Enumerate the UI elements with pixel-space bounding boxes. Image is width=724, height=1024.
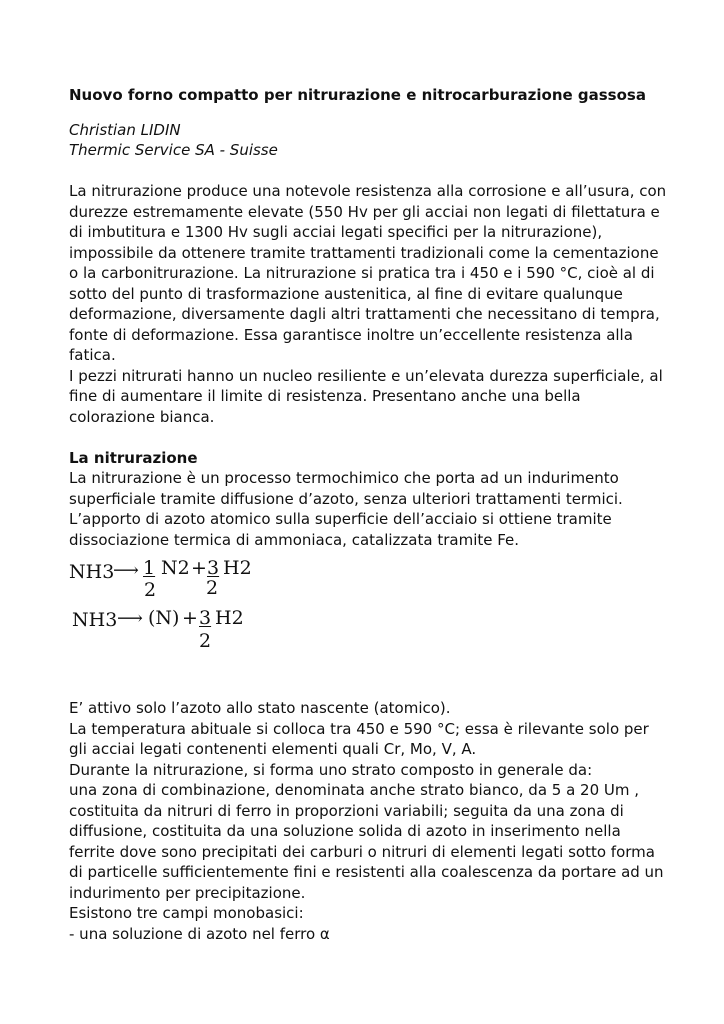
text-line: Esistono tre campi monobasici: xyxy=(69,904,304,922)
document-title: Nuovo forno compatto per nitrurazione e nitrocarburazione gassosa xyxy=(69,86,646,104)
text-line: fatica. xyxy=(69,346,116,364)
eq2-lhs: NH3 xyxy=(72,609,118,631)
spacer xyxy=(69,161,669,182)
section-heading: La nitrurazione xyxy=(69,448,198,467)
text-line: ferrite dove sono precipitati dei carburi o nitruri di elementi legati sotto forma xyxy=(69,842,655,861)
text-line: durezze estremamente elevate (550 Hv per gli acciai non legati di filettatura e xyxy=(69,202,660,221)
text-line: diffusione, costituita da una soluzione solida di azoto in inserimento nella xyxy=(69,822,621,840)
eq1-plus: + xyxy=(191,557,207,579)
text-line: o la carbonitrurazione. La nitrurazione si pratica tra i 450 e i 590 °C, cioè al di xyxy=(69,264,655,282)
author-block xyxy=(69,120,669,161)
eq1-coef1-denominator: 2 xyxy=(144,579,157,601)
text-line: impossibile da ottenere tramite trattamenti tradizionali come la cementazione xyxy=(69,243,659,262)
author-name: Christian LIDIN xyxy=(69,120,181,139)
text-line: E’ attivo solo l’azoto allo stato nascente (atomico). xyxy=(69,699,451,717)
intro-paragraph xyxy=(69,181,669,427)
eq2-coef2-numerator: 3 xyxy=(199,607,212,629)
eq1-coef2-numerator: 3 xyxy=(207,557,220,579)
text-line: La nitrurazione produce una notevole resistenza alla corrosione e all’usura, con xyxy=(69,182,667,200)
eq1-term2: H2 xyxy=(223,557,252,579)
chemical-equations xyxy=(69,557,669,684)
eq1-coef1-numerator: 1 xyxy=(143,557,156,579)
text-line: gli acciai legati contenenti elementi quali Cr, Mo, V, A. xyxy=(69,740,477,758)
eq2-term2: H2 xyxy=(215,607,244,629)
structure-paragraph xyxy=(69,698,669,944)
document-page xyxy=(69,85,669,944)
eq1-coef2-denominator: 2 xyxy=(206,577,219,599)
text-line: deformazione, diversamente dagli altri trattamenti che necessitano di tempra, xyxy=(69,305,660,323)
text-line: di particelle sufficientemente fini e resistenti alla coalescenza da portare ad un xyxy=(69,863,664,881)
eq2-plus: + xyxy=(182,607,198,629)
text-line: indurimento per precipitazione. xyxy=(69,883,306,902)
eq2-term1: (N) xyxy=(148,607,180,629)
text-line: sotto del punto di trasformazione austenitica, al fine di evitare qualunque xyxy=(69,284,623,303)
text-line: - una soluzione di azoto nel ferro α xyxy=(69,924,330,943)
spacer xyxy=(69,427,669,448)
text-line: La nitrurazione è un processo termochimico che porta ad un indurimento xyxy=(69,469,619,487)
eq2-arrow-icon: ⟶ xyxy=(117,608,143,629)
author-company: Thermic Service SA - Suisse xyxy=(69,141,278,159)
text-line: Durante la nitrurazione, si forma uno strato composto in generale da: xyxy=(69,760,593,779)
nitriding-section xyxy=(69,448,669,551)
text-line: dissociazione termica di ammoniaca, catalizzata tramite Fe. xyxy=(69,530,520,549)
text-line: L’apporto di azoto atomico sulla superficie dell’acciaio si ottiene tramite xyxy=(69,510,612,528)
text-line: fonte di deformazione. Essa garantisce inoltre un’eccellente resistenza alla xyxy=(69,325,633,344)
text-line: costituita da nitruri di ferro in proporzioni variabili; seguita da una zona di xyxy=(69,801,624,820)
text-line: La temperatura abituale si colloca tra 450 e 590 °C; essa è rilevante solo per xyxy=(69,719,649,738)
text-line: I pezzi nitrurati hanno un nucleo resiliente e un’elevata durezza superficiale, al xyxy=(69,366,663,385)
eq1-term1: N2 xyxy=(161,557,190,579)
text-line: fine di aumentare il limite di resistenza. Presentano anche una bella xyxy=(69,387,581,405)
text-line: di imbutitura e 1300 Hv sugli acciai legati specifici per la nitrurazione), xyxy=(69,223,603,241)
eq1-lhs: NH3 xyxy=(69,561,115,583)
eq1-arrow-icon: ⟶ xyxy=(113,560,139,581)
eq2-coef2-denominator: 2 xyxy=(199,630,212,652)
text-line: colorazione bianca. xyxy=(69,407,215,426)
text-line: una zona di combinazione, denominata anche strato bianco, da 5 a 20 Um , xyxy=(69,781,640,799)
text-line: superficiale tramite diffusione d’azoto, senza ulteriori trattamenti termici. xyxy=(69,489,623,508)
